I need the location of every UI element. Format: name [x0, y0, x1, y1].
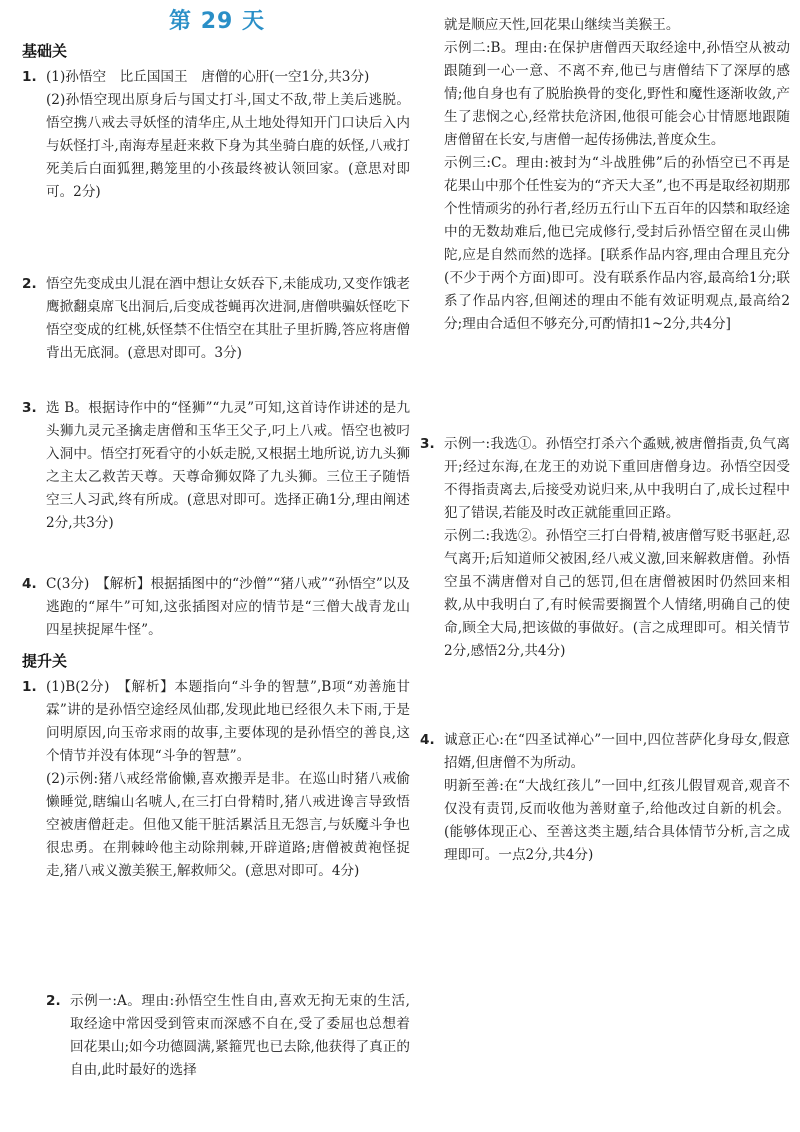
item-number: 4. — [420, 732, 435, 748]
basic-item-2 — [22, 273, 410, 365]
item-text: 选 B。根据诗作中的“怪狮”“九灵”可知,这首诗作讲述的是九头狮九灵元圣擒走唐僧和玉华王父子,叼上八戒。悟空也被叼入洞中。悟空打死看守的小妖走脱,又根据土地所说,访九头狮之主太乙救苦天尊。天尊命狮奴降了九头狮。三位王子随悟空三人习武,终有所成。(意思对即可。选择正确1分,理由阐述2分,共3分) — [46, 400, 410, 531]
item-text: 示例一:A。理由:孙悟空生性自由,喜欢无拘无束的生活,取经途中常因受到管束而深感不自在,受了委屈也总想着回花果山;如今功德圆满,紧箍咒也已去除,他获得了真正的自由,此时最好的选择 — [70, 993, 410, 1078]
item-text: (1)B(2分) 【解析】本题指向“斗争的智慧”,B项“劝善施甘霖”讲的是孙悟空途经凤仙郡,发现此地已经很久未下雨,于是问明原因,向玉帝求雨的故事,主要体现的是孙悟空的善良,这个情节并没有体现“斗争的智慧”。 — [46, 679, 410, 764]
item-number: 3. — [22, 400, 37, 416]
advance-item-1 — [22, 676, 410, 883]
basic-item-4 — [22, 573, 424, 642]
item-number: 1. — [22, 679, 37, 695]
item-text: 就是顺应天性,回花果山继续当美猴王。 — [444, 17, 680, 33]
section-advance-heading: 提升关 — [22, 652, 68, 670]
item-number: 4. — [22, 576, 37, 592]
section-basic-heading: 基础关 — [22, 42, 68, 60]
advance-item-4 — [420, 729, 790, 867]
page-title: 第 29 天 — [169, 9, 265, 34]
basic-item-1 — [22, 66, 410, 204]
item-text: 示例三:C。理由:被封为“斗战胜佛”后的孙悟空已不再是花果山中那个任性妄为的“齐天大圣”,也不再是取经初期那个性情顽劣的孙行者,经历五行山下五百年的囚禁和取经途中的无数劫难后,他已完成修行,受封后孙悟空留在灵山佛陀,应是自然而然的选择。[联系作品内容,理由合理且充分(不少于两个方面)即可。没有联系作品内容,最高给1分;联系了作品内容,但阐述的理由不能有效证明观点,最高给2分;理由合适但不够充分,可酌情扣1~2分,共4分] — [444, 155, 790, 332]
right-continuation — [420, 14, 790, 336]
item-text: 诚意正心:在“四圣试禅心”一回中,四位菩萨化身母女,假意招婿,但唐僧不为所动。 — [444, 732, 790, 771]
item-text: 示例二:B。理由:在保护唐僧西天取经途中,孙悟空从被动跟随到一心一意、不离不弃,他已与唐僧结下了深厚的感情;他自身也有了脱胎换骨的变化,野性和魔性逐渐收敛,产生了悲悯之心,经常扶危济困,他很可能会心甘情愿地跟随唐僧留在长安,与唐僧一起传扬佛法,普度众生。 — [444, 40, 790, 148]
item-text: C(3分) 【解析】根据插图中的“沙僧”“猪八戒”“孙悟空”以及逃跑的“犀牛”可知,这张插图对应的情节是“三僧大战青龙山 四星挟捉犀牛怪”。 — [46, 576, 424, 638]
item-text: 明新至善:在“大战红孩儿”一回中,红孩儿假冒观音,观音不仅没有责罚,反而收他为善财童子,给他改过自新的机会。(能够体现正心、至善这类主题,结合具体情节分析,言之成理即可。一点2分,共4分) — [444, 778, 790, 863]
basic-item-3 — [22, 397, 410, 535]
item-number: 2. — [22, 276, 37, 292]
item-text: 示例二:我选②。孙悟空三打白骨精,被唐僧写贬书驱赶,忍气离开;后知道师父被困,经八戒义激,回来解救唐僧。孙悟空虽不满唐僧对自己的惩罚,但在唐僧被困时仍然回来相救,从中我明白了,有时候需要搁置个人情绪,明确自己的使命,顾全大局,把该做的事做好。(言之成理即可。相关情节2分,感悟2分,共4分) — [444, 528, 790, 659]
item-text: (2)孙悟空现出原身后与国丈打斗,国丈不敌,带上美后逃脱。悟空携八戒去寻妖怪的清华庄,从土地处得知开门口诀后入内与妖怪打斗,南海寿星赶来救下身为其坐骑白鹿的妖怪,八戒打死美后白面狐狸,鹅笼里的小孩最终被认领回家。(意思对即可。2分) — [46, 92, 410, 200]
item-number: 3. — [420, 436, 435, 452]
item-text: 悟空先变成虫儿混在酒中想让女妖吞下,未能成功,又变作饿老鹰掀翻桌席飞出洞后,后变成苍蝇再次进洞,唐僧哄骗妖怪吃下悟空变成的红桃,妖怪禁不住悟空在其肚子里折腾,答应将唐僧背出无底洞。(意思对即可。3分) — [46, 276, 410, 361]
item-number: 2. — [46, 993, 61, 1009]
advance-item-2 — [22, 990, 410, 1082]
item-number: 1. — [22, 69, 37, 85]
advance-item-3 — [420, 433, 790, 663]
item-text: 示例一:我选①。孙悟空打杀六个蟊贼,被唐僧指责,负气离开;经过东海,在龙王的劝说下重回唐僧身边。孙悟空因受不得指责离去,后接受劝说归来,从中我明白了,成长过程中犯了错误,若能及时改正就能重回正路。 — [444, 436, 790, 521]
item-text: (2)示例:猪八戒经常偷懒,喜欢搬弄是非。在巡山时猪八戒偷懒睡觉,瞎编山名唬人,在三打白骨精时,猪八戒进谗言导致悟空被唐僧赶走。但他又能干脏活累活且无怨言,与妖魔斗争也很忠勇。在荆棘岭他主动除荆棘,开辟道路;唐僧被黄袍怪捉走,猪八戒义激美猴王,解救师父。(意思对即可。4分) — [46, 771, 410, 879]
item-text: (1)孙悟空 比丘国国王 唐僧的心肝(一空1分,共3分) — [46, 69, 370, 85]
